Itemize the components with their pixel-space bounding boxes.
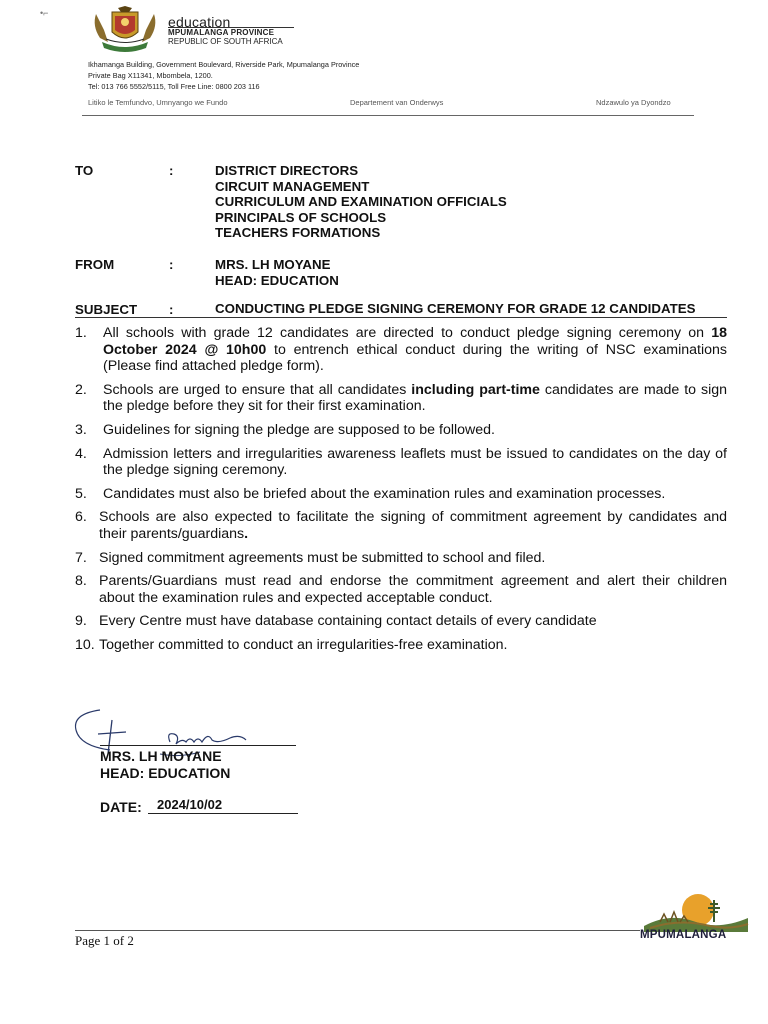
item-number: 10. (75, 636, 95, 653)
date-line (148, 813, 298, 814)
item-number: 8. (75, 573, 87, 590)
directive-list (75, 325, 727, 661)
address-line: Ikhamanga Building, Government Boulevard, Riverside Park, Mpumalanga Province (88, 60, 360, 69)
language-label: Departement van Onderwys (350, 98, 444, 107)
list-item (75, 613, 727, 630)
item-text: Schools are also expected to facilitate the signing of commitment agreement by candidates and their parents/guardians. (99, 509, 727, 542)
recipient: CIRCUIT MANAGEMENT (215, 178, 370, 194)
sender-title: HEAD: EDUCATION (215, 272, 339, 288)
item-number: 1. (75, 325, 87, 341)
item-number: 2. (75, 381, 87, 398)
signatory-name: MRS. LH MOYANE (100, 748, 222, 764)
colon: : (169, 163, 174, 178)
country-name: REPUBLIC OF SOUTH AFRICA (168, 37, 283, 46)
recipient: PRINCIPALS OF SCHOOLS (215, 209, 387, 225)
language-label: Ndzawulo ya Dyondzo (596, 98, 671, 107)
list-item (75, 573, 727, 606)
letterhead-divider (82, 115, 694, 116)
item-number: 5. (75, 485, 87, 502)
date-value: 2024/10/02 (157, 797, 223, 812)
item-text: Schools are urged to ensure that all candidates including part-time candidates are made to sign the pledge before they sit for their first examination. (103, 381, 728, 415)
address-line: Private Bag X11341, Mbombela, 1200. (88, 71, 213, 80)
item-number: 6. (75, 509, 87, 526)
sender-name: MRS. LH MOYANE (215, 257, 331, 272)
list-item (75, 637, 727, 654)
subject-divider (75, 317, 727, 318)
signatory-title: HEAD: EDUCATION (100, 765, 231, 781)
page-number: Page 1 of 2 (75, 933, 134, 948)
item-text: Admission letters and irregularities awareness leaflets must be issued to candidates on the day of the pledge signing ceremony. (103, 445, 727, 479)
item-text: Candidates must also be briefed about the examination rules and examination processes. (103, 485, 666, 502)
recipient: TEACHERS FORMATIONS (215, 225, 381, 240)
item-text: Signed commitment agreements must be submitted to school and filed. (99, 549, 546, 566)
contact-line: Tel: 013 766 5552/5115, Toll Free Line: 0800 203 116 (88, 82, 260, 91)
signature-line (100, 745, 296, 746)
mpumalanga-logo-icon (640, 892, 752, 934)
list-item (75, 509, 727, 542)
list-item (75, 422, 727, 439)
date-label: DATE: (100, 799, 142, 815)
recipient: CURRICULUM AND EXAMINATION OFFICIALS (215, 194, 507, 209)
item-number: 7. (75, 549, 87, 566)
list-item (75, 382, 727, 415)
item-text: Every Centre must have database containing contact details of every candidate (99, 613, 597, 630)
recipient: DISTRICT DIRECTORS (215, 163, 359, 178)
item-number: 9. (75, 613, 87, 630)
colon: : (169, 257, 174, 272)
language-label: Litiko le Temfundvo, Umnyango we Fundo (88, 98, 228, 107)
footer-divider (75, 930, 640, 931)
from-label: FROM (75, 257, 115, 272)
item-number: 4. (75, 445, 87, 462)
list-item (75, 550, 727, 567)
list-item (75, 446, 727, 479)
list-item (75, 325, 727, 375)
province-name: MPUMALANGA PROVINCE (168, 28, 275, 37)
item-text: Together committed to conduct an irregularities-free examination. (99, 636, 508, 653)
to-label: TO (75, 163, 94, 178)
to-recipients (215, 163, 507, 241)
scan-mark: •⌐ (40, 8, 49, 18)
item-number: 3. (75, 421, 87, 438)
item-text: Parents/Guardians must read and endorse the commitment agreement and alert their children about the examination rules and expected acceptable conduct. (99, 573, 727, 606)
item-text: Guidelines for signing the pledge are supposed to be followed. (103, 421, 495, 438)
subject-text: CONDUCTING PLEDGE SIGNING CEREMONY FOR GRADE 12 CANDIDATES (215, 301, 696, 316)
department-name: education (168, 14, 231, 30)
from-sender (215, 257, 339, 288)
colon: : (169, 302, 174, 317)
item-text: All schools with grade 12 candidates are directed to conduct pledge signing ceremony on 18 October 2024 @ 10h00 to entrench ethical conduct during the writing of NSC examinations (Please find attached pledge form). (103, 325, 728, 375)
subject-label: SUBJECT (75, 302, 138, 317)
list-item (75, 486, 727, 503)
footer-brand: MPUMALANGA (640, 929, 727, 941)
coat-of-arms-icon (88, 6, 162, 52)
